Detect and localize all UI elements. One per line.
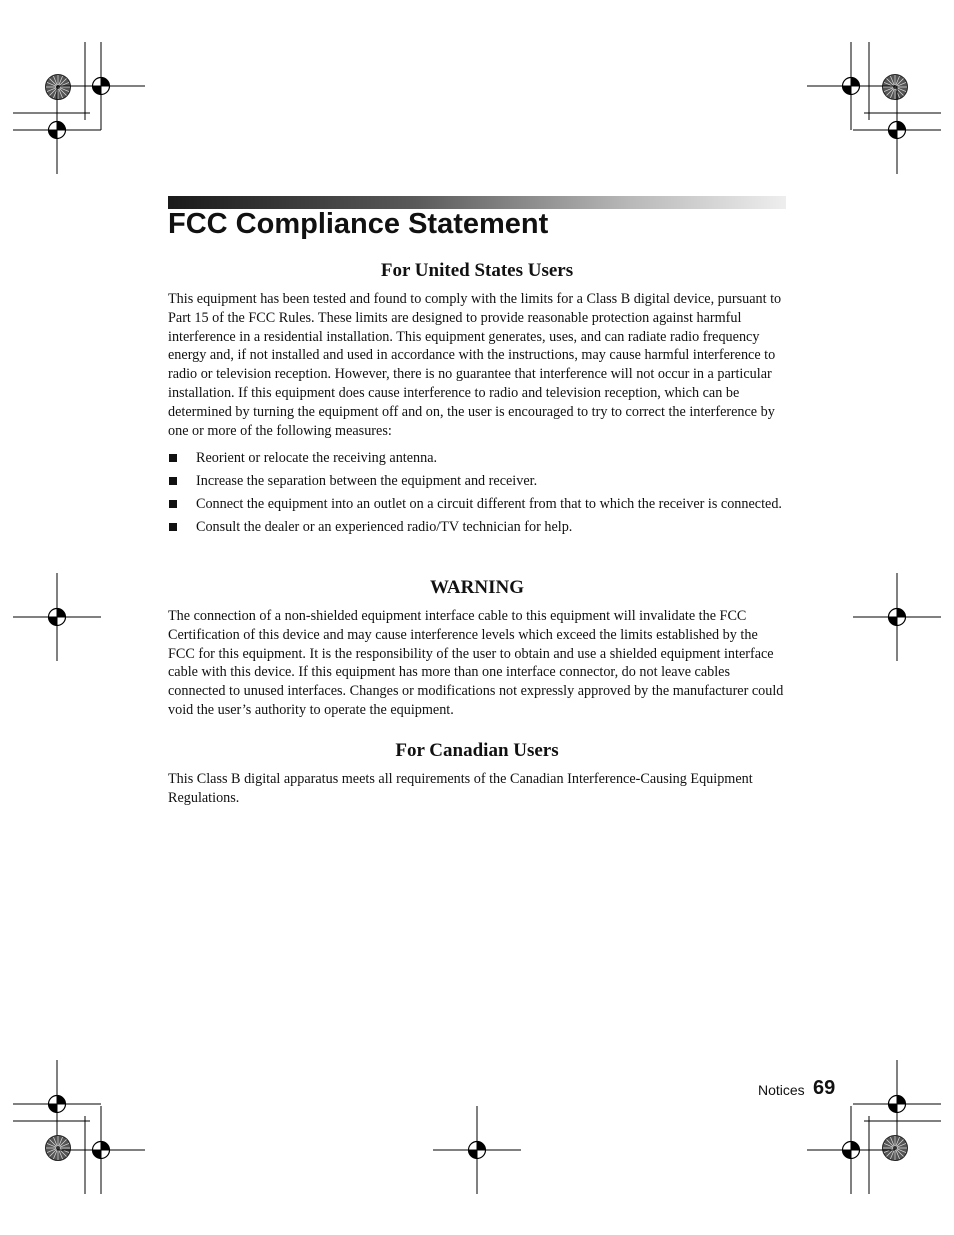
page-title: FCC Compliance Statement: [168, 208, 549, 240]
us-users-heading: For United States Users: [380, 260, 574, 281]
list-item-text: Increase the separation between the equipment and receiver.: [196, 472, 538, 489]
measures-list: [168, 449, 786, 541]
footer-section-label: Notices: [758, 1082, 805, 1098]
list-item-text: Consult the dealer or an experienced radio/TV technician for help.: [196, 518, 573, 535]
list-item: [168, 472, 786, 491]
list-item: [168, 495, 786, 514]
page-number: 69: [813, 1077, 836, 1099]
warning-paragraph: The connection of a non-shielded equipment interface cable to this equipment will invalidate the FCC Certification of this device and may cause interference levels which exceed the limits established by the FCC for this equipment. It is the responsibility of the user to obtain and use a shielded equipment interface cable with this device. If this equipment has more than one interface connector, do not leave cables connected to unused interfaces. Changes or modifications not expressly approved by the manufacturer could void the user’s authority to operate the equipment.: [168, 608, 784, 718]
canadian-users-heading: For Canadian Users: [395, 740, 559, 761]
bullet-square-icon: [169, 477, 177, 485]
bullet-square-icon: [169, 523, 177, 531]
list-item: [168, 518, 786, 537]
bullet-square-icon: [169, 500, 177, 508]
warning-heading: WARNING: [430, 577, 524, 598]
list-item-text: Connect the equipment into an outlet on a circuit different from that to which the receiver is connected.: [196, 495, 782, 512]
list-item: [168, 449, 786, 468]
canadian-users-paragraph: This Class B digital apparatus meets all requirements of the Canadian Interference-Causing Equipment Regulations.: [168, 771, 753, 806]
us-users-paragraph: This equipment has been tested and found to comply with the limits for a Class B digital device, pursuant to Part 15 of the FCC Rules. These limits are designed to provide reasonable protection against harmful interference in a residential installation. This equipment generates, uses, and can radiate radio frequency energy and, if not installed and used in accordance with the instructions, may cause harmful interference to radio or television reception. However, there is no guarantee that interference will not occur in a particular installation. If this equipment does cause interference to radio and television reception, which can be determined by turning the equipment off and on, the user is encouraged to try to correct the interference by one or more of the following measures:: [168, 291, 782, 439]
bullet-square-icon: [169, 454, 177, 462]
list-item-text: Reorient or relocate the receiving antenna.: [196, 450, 438, 466]
